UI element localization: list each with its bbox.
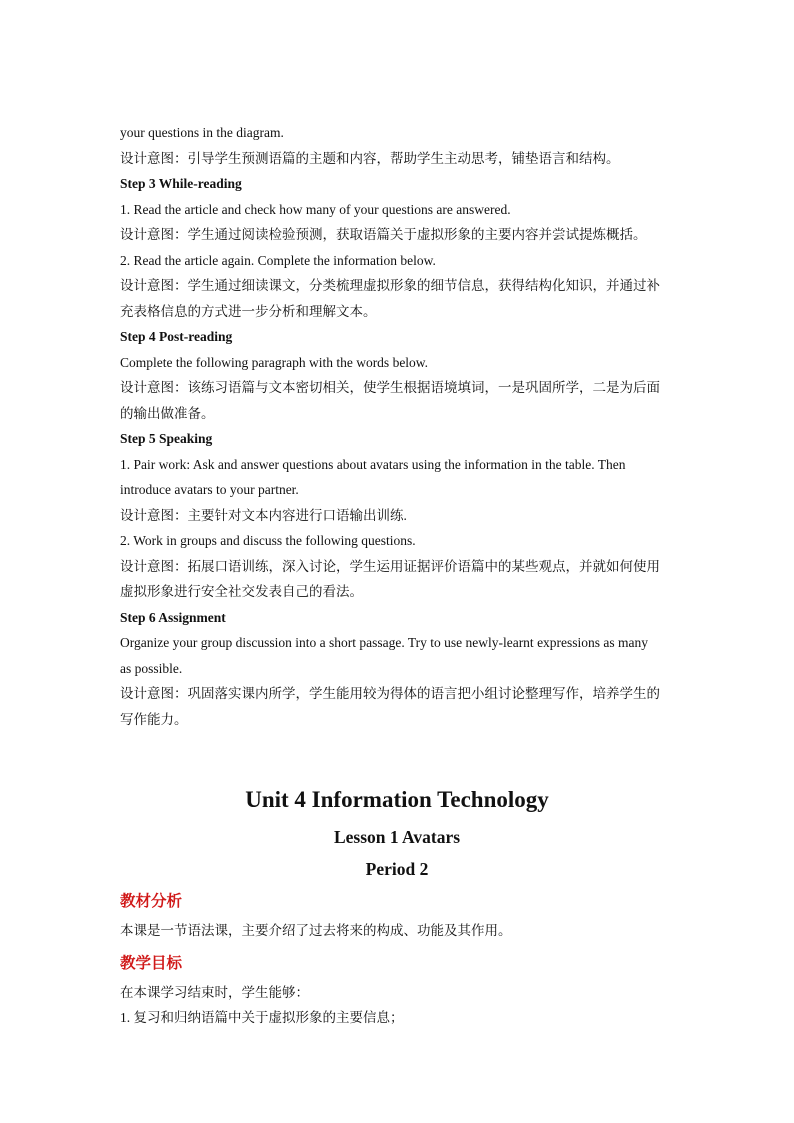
text-line: 1. Read the article and check how many of your questions are answered. xyxy=(120,201,511,217)
design-intent: 设计意图：引导学生预测语篇的主题和内容，帮助学生主动思考，铺垫语言和结构。 xyxy=(120,150,620,166)
text-line: 写作能力。 xyxy=(120,711,188,727)
step-heading: Step 3 While-reading xyxy=(120,176,242,191)
section-heading-analysis: 教材分析 xyxy=(120,893,183,910)
step-heading: Step 4 Post-reading xyxy=(120,329,233,344)
text-line: your questions in the diagram. xyxy=(120,125,284,140)
text-line: 1. Pair work: Ask and answer questions about avatars using the information in the table. Then xyxy=(120,456,626,472)
lesson-title: Lesson 1 Avatars xyxy=(333,827,461,847)
text-line: as possible. xyxy=(120,660,183,676)
design-intent: 设计意图：巩固落实课内所学，学生能用较为得体的语言把小组讨论整理写作，培养学生的 xyxy=(120,686,660,701)
unit-title: Unit 4 Information Technology xyxy=(245,787,549,812)
lesson-plan-section xyxy=(120,888,676,1031)
text-line: 在本课学习结束时，学生能够： xyxy=(120,984,309,1000)
step-heading: Step 6 Assignment xyxy=(120,609,226,625)
lesson-steps-section xyxy=(120,120,676,732)
design-intent: 设计意图：主要针对文本内容进行口语输出训练. xyxy=(120,507,407,523)
design-intent: 设计意图：该练习语篇与文本密切相关，使学生根据语境填词，一是巩固所学，二是为后面 xyxy=(120,380,660,395)
text-line: Organize your group discussion into a short passage. Try to use newly-learnt expressions as many xyxy=(120,635,649,650)
text-line: Complete the following paragraph with the words below. xyxy=(120,354,429,370)
step-heading: Step 5 Speaking xyxy=(120,431,213,446)
design-intent: 设计意图：学生通过细读课文，分类梳理虚拟形象的细节信息，获得结构化知识，并通过补 xyxy=(120,278,660,293)
design-intent: 设计意图：拓展口语训练，深入讨论，学生运用证据评价语篇中的某些观点，并就如何使用 xyxy=(120,558,660,574)
text-line: 本课是一节语法课，主要介绍了过去将来的构成、功能及其作用。 xyxy=(120,923,512,938)
period-title: Period 2 xyxy=(365,859,429,879)
text-line: 2. Read the article again. Complete the information below. xyxy=(120,252,436,268)
text-line: 1. 复习和归纳语篇中关于虚拟形象的主要信息； xyxy=(120,1010,404,1025)
text-line: 2. Work in groups and discuss the following questions. xyxy=(120,533,416,548)
design-intent: 设计意图：学生通过阅读检验预测，获取语篇关于虚拟形象的主要内容并尝试提炼概括。 xyxy=(120,227,647,242)
section-heading-objectives: 教学目标 xyxy=(120,954,183,972)
text-line: 虚拟形象进行安全社交发表自己的看法。 xyxy=(120,584,363,599)
text-line: 充表格信息的方式进一步分析和理解文本。 xyxy=(120,303,377,319)
text-line: introduce avatars to your partner. xyxy=(120,482,299,497)
text-line: 的输出做准备。 xyxy=(120,405,215,421)
